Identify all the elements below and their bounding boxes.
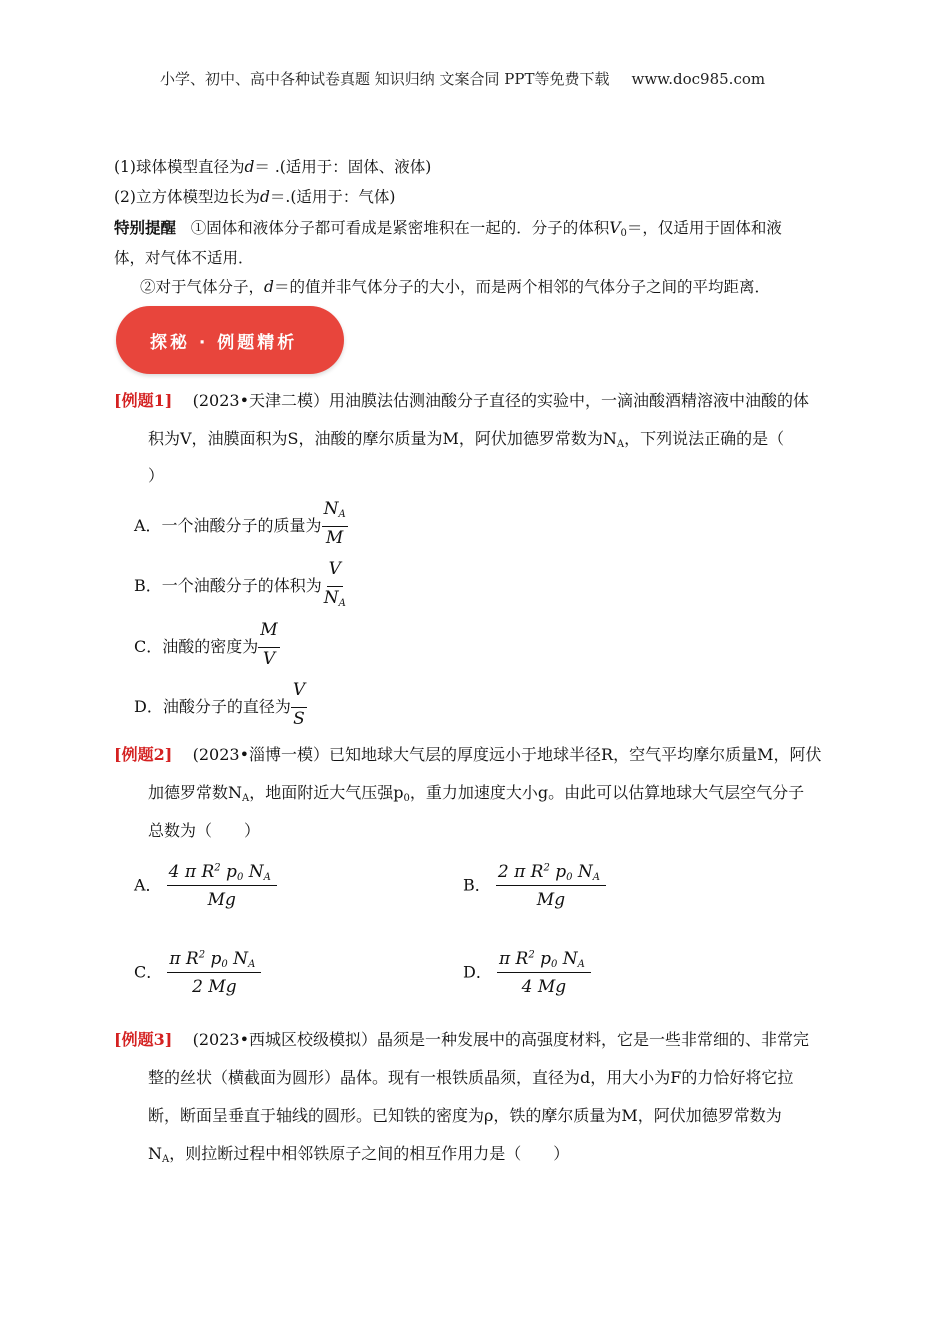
- q1-tag: [例题1]: [114, 391, 173, 410]
- tip-text: 体，对气体不适用．: [114, 249, 254, 267]
- q2-sub: A: [242, 793, 250, 804]
- tip-line-3: [140, 275, 770, 297]
- q1-text: ）: [148, 466, 165, 485]
- note-line-1: [114, 155, 431, 177]
- q2-option-b[interactable]: [463, 862, 606, 910]
- tip-text: ＝，仅适用于固体和液: [626, 219, 782, 237]
- option-label: C．: [134, 962, 163, 982]
- q3-text: N: [148, 1144, 162, 1163]
- q2-option-d[interactable]: [463, 949, 591, 997]
- option-label: B．: [463, 875, 491, 895]
- q3-text: (2023•西城区校级模拟）晶须是一种发展中的高强度材料，它是一些非常细的、非常完: [192, 1030, 810, 1049]
- q1-line-3: [148, 463, 164, 486]
- q2-tag: [例题2]: [114, 745, 173, 764]
- note-var: d: [259, 188, 270, 206]
- q2-option-a[interactable]: [134, 862, 277, 910]
- option-fraction: $\frac{N_A}{M}$: [323, 499, 346, 548]
- note-text: ＝.(适用于：气体): [269, 188, 396, 206]
- option-text: A．一个油酸分子的质量为: [134, 516, 322, 535]
- note-text: (2)立方体模型边长为: [114, 188, 260, 206]
- note-text: ＝ .(适用于：固体、液体): [254, 158, 432, 176]
- q1-text: (2023•天津二模）用油膜法估测油酸分子直径的实验中，一滴油酸酒精溶液中油酸的体: [192, 391, 810, 410]
- q1-option-a[interactable]: [134, 498, 348, 555]
- q2-text: 加德罗常数N: [148, 783, 243, 802]
- q2-line-3: [148, 818, 260, 841]
- q3-line-1: [114, 1027, 809, 1050]
- q1-option-b[interactable]: [134, 558, 348, 615]
- q3-text: 断，断面呈垂直于轴线的圆形。已知铁的密度为ρ，铁的摩尔质量为M，阿伏加德罗常数为: [148, 1106, 782, 1125]
- q1-sub: A: [616, 439, 625, 450]
- note-var: d: [244, 158, 255, 176]
- tip-text: ②对于气体分子，: [140, 278, 265, 296]
- banner-label: 探秘 · 例题精析: [150, 333, 298, 353]
- q3-line-4: [148, 1141, 569, 1165]
- section-banner: [116, 306, 344, 374]
- option-text: B．一个油酸分子的体积为: [134, 576, 322, 595]
- q3-sub: A: [162, 1154, 170, 1165]
- tip-text: ＝的值并非气体分子的大小，而是两个相邻的气体分子之间的平均距离．: [273, 278, 770, 296]
- q1-text: 积为V，油膜面积为S，油酸的摩尔质量为M，阿伏加德罗常数为N: [148, 429, 617, 448]
- tip-var: V: [609, 219, 621, 237]
- q1-line-2: [148, 426, 784, 450]
- note-text: (1)球体模型直径为: [114, 158, 245, 176]
- tip-line-2: [114, 246, 254, 268]
- option-fraction: $\frac{\pi R^2 p_0 N_A}{2 Mg}$: [167, 949, 261, 997]
- tip-sub: 0: [620, 228, 627, 239]
- q3-line-3: [148, 1103, 782, 1126]
- option-fraction: $\frac{M}{V}$: [260, 620, 278, 669]
- option-fraction: $\frac{4 \pi R^2 p_0 N_A}{Mg}$: [167, 862, 277, 910]
- q1-text: ，下列说法正确的是（: [624, 429, 785, 448]
- q1-option-c[interactable]: [134, 619, 280, 676]
- option-label: D．: [463, 962, 492, 982]
- q2-text: ，地面附近大气压强p: [249, 783, 404, 802]
- option-fraction: $\frac{V}{S}$: [292, 680, 306, 729]
- q2-line-2: [148, 780, 804, 804]
- tip-var: d: [264, 278, 274, 296]
- option-label: A．: [134, 875, 162, 895]
- tip-line-1: [114, 216, 782, 239]
- q2-line-1: [114, 742, 821, 765]
- q3-line-2: [148, 1065, 793, 1088]
- tip-text: ①固体和液体分子都可看成是紧密堆积在一起的．分子的体积: [190, 219, 610, 237]
- q2-option-c[interactable]: [134, 949, 261, 997]
- q2-text: 总数为（ ）: [148, 821, 261, 840]
- q2-text: (2023•淄博一模）已知地球大气层的厚度远小于地球半径R，空气平均摩尔质量M，阿伏: [192, 745, 822, 764]
- q1-line-1: [114, 388, 809, 411]
- header-text: 小学、初中、高中各种试卷真题 知识归纳 文案合同 PPT等免费下载: [160, 70, 610, 88]
- header-site: www.doc985.com: [631, 70, 766, 88]
- q3-tag: [例题3]: [114, 1030, 173, 1049]
- q3-text: ，则拉断过程中相邻铁原子之间的相互作用力是（ ）: [169, 1144, 570, 1163]
- q2-text: ，重力加速度大小g。由此可以估算地球大气层空气分子: [409, 783, 805, 802]
- option-fraction: $\frac{2 \pi R^2 p_0 N_A}{Mg}$: [496, 862, 606, 910]
- option-fraction: $\frac{V}{N_A}$: [323, 559, 346, 609]
- option-fraction: $\frac{\pi R^2 p_0 N_A}{4 Mg}$: [497, 949, 591, 997]
- q1-option-d[interactable]: [134, 679, 307, 736]
- option-text: C．油酸的密度为: [134, 637, 259, 656]
- page-header: [160, 68, 765, 89]
- tip-label: 特别提醒: [114, 218, 177, 237]
- note-line-2: [114, 185, 395, 207]
- q2-sub: 0: [403, 793, 410, 804]
- q3-text: 整的丝状（横截面为圆形）晶体。现有一根铁质晶须，直径为d，用大小为F的力恰好将它拉: [148, 1068, 794, 1087]
- option-text: D．油酸分子的直径为: [134, 697, 291, 716]
